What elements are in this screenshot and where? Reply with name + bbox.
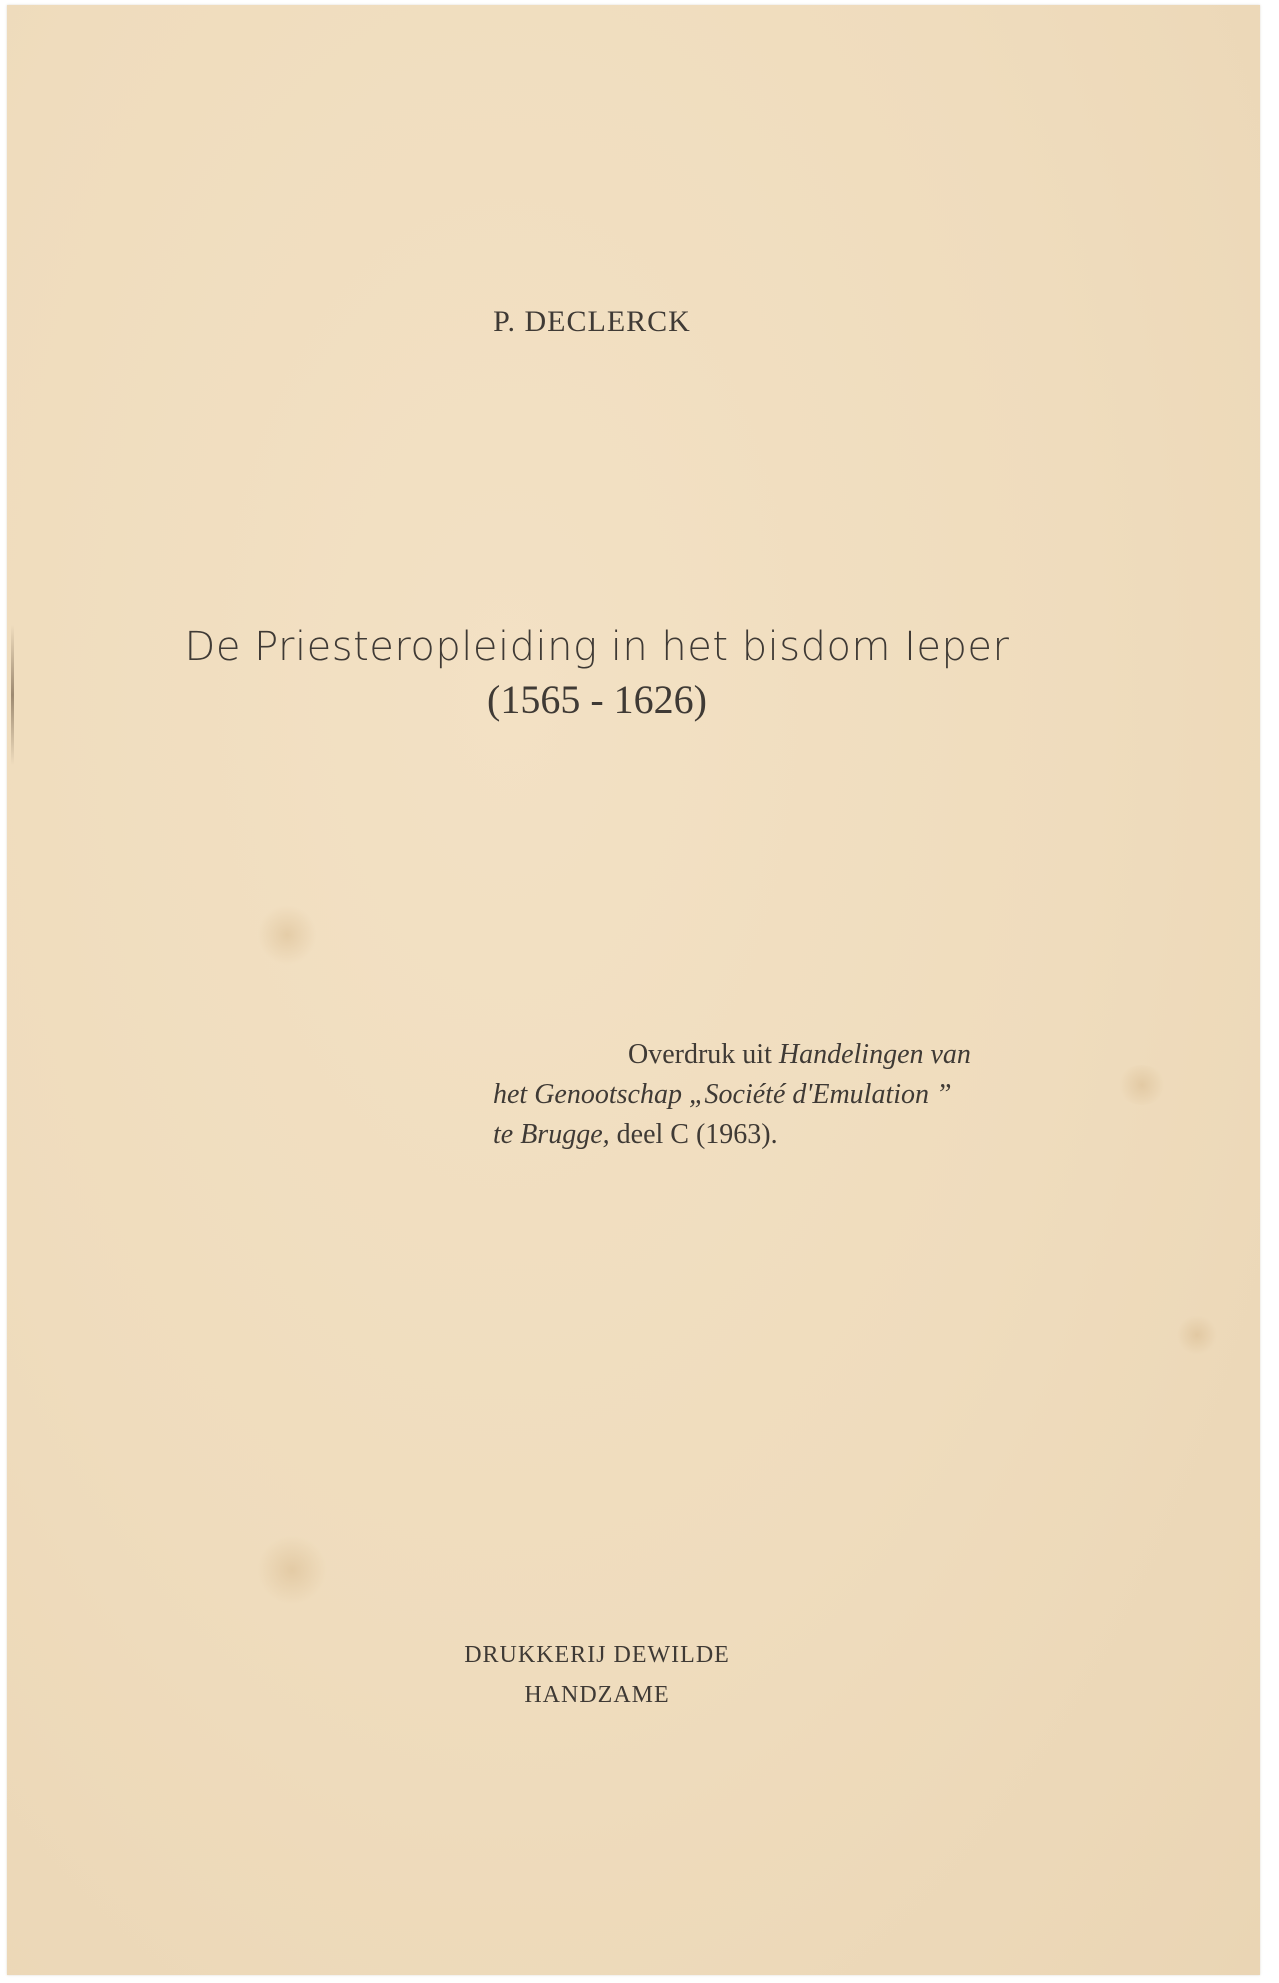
document-title: De Priesteropleiding in het bisdom Ieper (184, 624, 1010, 670)
foxing-stain (1177, 1315, 1217, 1355)
reprint-prefix: Overdruk uit (628, 1039, 779, 1070)
reprint-line-3 (493, 1115, 1093, 1155)
printer-name: DRUKKERIJ DEWILDE (464, 1642, 730, 1668)
foxing-stain (257, 1535, 327, 1605)
foxing-stain (257, 905, 317, 965)
title-block (7, 620, 1187, 726)
author-name: P. DECLERCK (493, 305, 691, 338)
document-subtitle: (1565 - 1626) (487, 677, 707, 722)
booklet-cover (7, 5, 1260, 1975)
reprint-note (493, 1035, 1093, 1155)
printer-place: HANDZAME (524, 1682, 670, 1708)
volume-info: deel C (1963). (609, 1119, 778, 1150)
journal-title-part-1: Handelingen van (778, 1039, 971, 1070)
reprint-line-2 (493, 1075, 1093, 1115)
journal-title-part-2: het Genootschap „Société d'Emulation ” (493, 1079, 952, 1110)
printer-block (7, 1635, 1187, 1715)
foxing-stain (1117, 1065, 1167, 1105)
reprint-line-1 (493, 1035, 1093, 1075)
journal-title-part-3: te Brugge, (493, 1119, 610, 1150)
